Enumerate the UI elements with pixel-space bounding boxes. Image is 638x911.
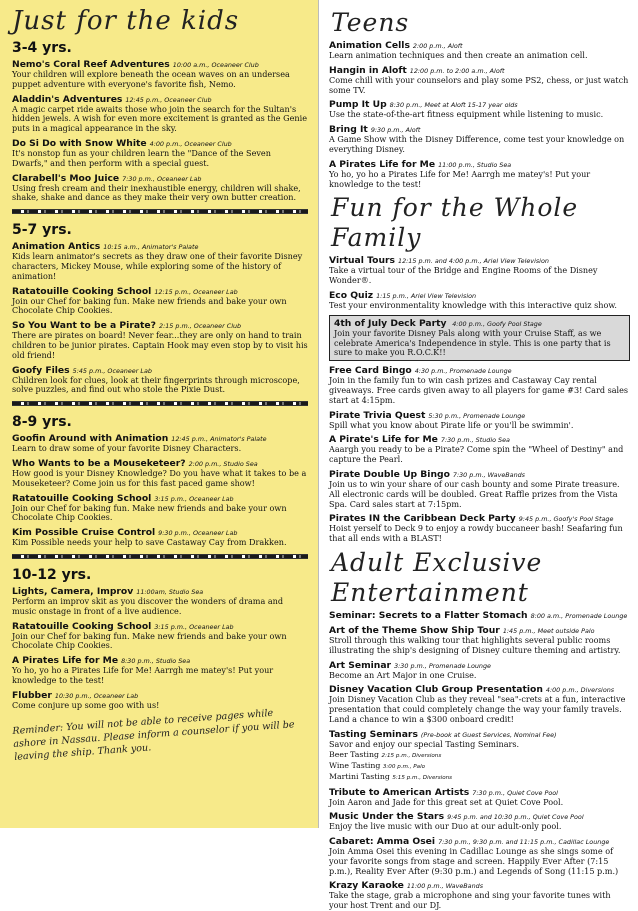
tasting-item xyxy=(329,761,630,772)
event-name: Animation Cells xyxy=(329,40,410,51)
kids-sections xyxy=(12,40,308,711)
deck-party-box xyxy=(329,315,630,361)
event-meta: 10:00 a.m., Oceaneer Club xyxy=(172,61,259,69)
event-desc: Spill what you know about Pirate life or you'll be swimmin'. xyxy=(329,419,574,430)
event-meta: 1:45 p.m., Meet outside Palo xyxy=(502,626,595,635)
family-events-more xyxy=(329,365,630,544)
event-name: Goofy Files xyxy=(12,364,70,376)
event-name: Hangin in Aloft xyxy=(329,64,407,76)
event-desc: Learn to draw some of your favorite Disney Characters. xyxy=(12,443,242,454)
event-desc: Join our Chef for baking fun. Make new friends and bake your own Chocolate Chip Cookies. xyxy=(12,630,287,651)
event-desc: A Game Show with the Disney Difference, come test your knowledge on everything Disney. xyxy=(329,134,625,154)
event-heading xyxy=(329,660,630,671)
event-item xyxy=(329,434,630,465)
event-name: Free Card Bingo xyxy=(329,365,412,377)
event-item xyxy=(12,493,308,524)
event-heading xyxy=(329,410,630,421)
event-item xyxy=(12,241,308,281)
event-meta: 8:30 p.m., Studio Sea xyxy=(121,657,191,666)
event-item xyxy=(329,255,630,286)
event-meta: 11:00am, Studio Sea xyxy=(136,587,204,596)
event-meta: 9:45 p.m., Goofy's Pool Stage xyxy=(518,515,614,524)
tasting-name: Beer Tasting xyxy=(329,749,380,759)
event-item xyxy=(329,469,630,509)
event-desc: How good is your Disney Knowledge? Do you have what it takes to be a Mouseketeer? Come join us for this fast paced game show! xyxy=(12,467,307,488)
event-name: Krazy Karaoke xyxy=(329,880,404,892)
event-desc: Become an Art Major in one Cruise. xyxy=(329,669,477,680)
event-item xyxy=(329,787,630,808)
tasting-name: Martini Tasting xyxy=(329,771,390,781)
event-heading xyxy=(12,621,308,632)
event-item xyxy=(329,65,630,96)
event-meta: 2:00 p.m., Aloft xyxy=(412,42,463,50)
event-item xyxy=(12,621,308,652)
event-name: Eco Quiz xyxy=(329,289,374,301)
event-desc: Children look for clues, look at their fingerprints through microscope, solve puzzles, and find out who stole the Pixie Dust. xyxy=(12,374,300,395)
event-desc: Learn animation techniques and then create an animation cell. xyxy=(329,50,588,60)
teens-events xyxy=(329,40,630,189)
event-meta: 7:30 p.m., Quiet Cove Pool xyxy=(472,788,558,797)
event-meta: 3:15 p.m., Oceaneer Lab xyxy=(154,494,234,503)
event-desc: Join Aaron and Jade for this great set at Quiet Cove Pool. xyxy=(329,796,564,807)
event-heading xyxy=(12,94,308,105)
event-meta: 11:00 p.m., WaveBands xyxy=(406,882,484,891)
event-meta: 10:30 p.m., Oceaneer Lab xyxy=(54,691,139,700)
event-meta: 1:15 p.m., Ariel View Television xyxy=(376,291,477,300)
event-desc: Join Disney Vacation Club as they reveal "sea"-crets at a fun, interactive presentation that could completely change the way your family travels. Land a chance to win a $300 onboard credit! xyxy=(329,694,626,724)
event-desc: Join us to win your share of our cash bounty and some Pirate treasure. All electronic cards will be doubled. Great Raffle prizes from the Vista Spa. Card sales start at 7:15pm. xyxy=(329,478,620,509)
event-item xyxy=(12,655,308,686)
adult-title: Adult Exclusive Entertainment xyxy=(331,547,543,607)
event-name: Aladdin's Adventures xyxy=(12,93,123,105)
tasting-meta: 2:15 p.m., Diversions xyxy=(381,752,442,759)
event-meta: 4:00 p.m., Diversions xyxy=(545,686,615,695)
event-meta: 12:45 p.m., Animator's Palate xyxy=(171,435,267,444)
event-name: Virtual Tours xyxy=(329,255,396,267)
event-meta: 4:00 p.m., Oceaneer Club xyxy=(149,139,232,148)
event-desc: Enjoy the live music with our Duo at our adult-only pool. xyxy=(329,821,562,832)
event-name: Tribute to American Artists xyxy=(329,786,470,798)
event-name: Tasting Seminars xyxy=(329,728,418,740)
event-item xyxy=(329,684,630,724)
event-name: Pump It Up xyxy=(329,99,387,111)
event-heading xyxy=(12,493,308,504)
section-divider xyxy=(12,554,308,559)
event-desc: Join your favorite Disney Pals along with your Cruise Staff, as we celebrate America's Independence in style. This is one party that is sure to make you R.O.C.K!! xyxy=(334,327,611,358)
age-heading: 10-12 yrs. xyxy=(12,566,92,583)
event-desc: Stroll through this walking tour that highlights several public rooms illustrating the ship's designing of Disney culture theming and artistry. xyxy=(329,634,621,655)
event-item xyxy=(329,625,630,656)
event-desc: Kim Possible needs your help to save Castaway Cay from Drakken. xyxy=(12,537,287,548)
event-name: 4th of July Deck Party xyxy=(334,317,447,329)
family-title: Fun for the Whole Family xyxy=(331,193,579,253)
event-name: So You Want to be a Pirate? xyxy=(12,320,156,332)
event-item xyxy=(12,286,308,317)
event-name: Disney Vacation Club Group Presentation xyxy=(329,684,543,696)
event-meta: 11:00 p.m., Studio Sea xyxy=(438,160,512,169)
tasting-meta: 5:15 p.m., Diversions xyxy=(392,774,453,781)
event-name: Pirate Double Up Bingo xyxy=(329,468,450,480)
event-desc: Join in the family fun to win cash prizes and Castaway Cay rental giveaways. Free cards given away to all players for game #3! Card sales start at 4:15pm. xyxy=(329,375,629,405)
event-meta: 9:45 p.m. and 10:30 p.m., Quiet Cove Pool xyxy=(447,813,584,822)
event-item xyxy=(12,320,308,360)
event-item xyxy=(329,124,630,155)
event-desc: Take a virtual tour of the Bridge and Engine Rooms of the Disney Wonder®. xyxy=(329,265,598,286)
event-item xyxy=(329,365,630,405)
event-item xyxy=(329,836,630,876)
event-meta: 8:30 p.m., Meet at Aloft 15-17 year olds xyxy=(389,101,518,110)
event-item xyxy=(329,811,630,832)
event-item xyxy=(12,59,308,90)
event-name: Do Si Do with Snow White xyxy=(12,137,147,149)
event-desc: Come chill with your counselors and play some PS2, chess, or just watch some TV. xyxy=(329,74,629,95)
event-name: Pirate Trivia Quest xyxy=(329,409,426,421)
event-desc: A magic carpet ride awaits those who join the search for the Sultan's hidden jewels. A wish for even more excitement is granted as the Genie puts in a magical appearance in the sky. xyxy=(12,103,307,134)
event-item xyxy=(12,527,308,548)
family-events xyxy=(329,255,630,310)
age-heading: 8-9 yrs. xyxy=(12,414,72,431)
event-meta: 2:15 p.m., Oceaneer Club xyxy=(159,322,242,331)
event-name: Pirates IN the Caribbean Deck Party xyxy=(329,513,516,525)
event-meta: 9:30 p.m., Aloft xyxy=(370,126,421,135)
event-name: Art of the Theme Show Ship Tour xyxy=(329,624,500,636)
right-column xyxy=(318,0,638,911)
event-meta: 7:30 p.m., Oceaneer Lab xyxy=(122,174,202,183)
event-meta: 12:45 p.m., Oceaneer Club xyxy=(125,95,212,104)
event-heading xyxy=(12,365,308,376)
event-meta: 4:00 p.m., Goofy Pool Stage xyxy=(452,319,542,328)
event-item xyxy=(329,159,630,190)
event-desc: Join our Chef for baking fun. Make new friends and bake your own Chocolate Chip Cookies. xyxy=(12,295,287,316)
event-item xyxy=(329,513,630,544)
event-desc: Yo ho, yo ho a Pirates Life for Me! Aarrgh me matey's! Put your knowledge to the test! xyxy=(12,665,274,685)
event-desc: Your children will explore beneath the ocean waves on an undersea puppet adventure with everyone's favorite fish, Nemo. xyxy=(12,69,290,89)
event-item xyxy=(329,410,630,431)
event-item xyxy=(12,458,308,489)
event-desc: Yo ho, yo ho a Pirates Life for Me! Aarrgh me matey's! Put your knowledge to the test! xyxy=(329,168,591,189)
event-meta: 8:00 a.m., Promenade Lounge xyxy=(530,611,628,620)
event-desc: Savor and enjoy our special Tasting Seminars. xyxy=(329,738,520,749)
event-item xyxy=(329,99,630,120)
event-desc: Join Amma Osei this evening in Cadillac Lounge as she sings some of your favorite songs from stage and screen. Happily Ever After (7:15 p.m.), Reality Ever After (9:30 p.m.) and Legends of Song (11:15 p.m.) xyxy=(329,846,619,876)
event-item xyxy=(329,610,630,621)
event-desc: Use the state-of-the-art fitness equipment while listening to music. xyxy=(329,109,604,120)
event-heading xyxy=(12,286,308,297)
event-name: Art Seminar xyxy=(329,659,392,671)
event-item xyxy=(329,290,630,311)
event-item xyxy=(12,138,308,169)
event-meta: (Pre-book at Guest Services, Nominal Fee) xyxy=(420,730,557,739)
event-desc: It's nonstop fun as your children learn the "Dance of the Seven Dwarfs," and then perform with a special guest. xyxy=(12,147,271,168)
event-meta: 3:15 p.m., Oceaneer Lab xyxy=(154,622,234,631)
event-item xyxy=(329,40,630,61)
event-meta: 3:30 p.m., Promenade Lounge xyxy=(394,661,491,670)
event-desc: There are pirates on board! Never fear...they are only on hand to train children to be junior pirates. Captain Hook may even stop by to visit his old friend! xyxy=(12,330,308,360)
event-item xyxy=(329,729,630,783)
tasting-meta: 3:00 p.m., Palo xyxy=(382,763,426,770)
event-name: Cabaret: Amma Osei xyxy=(329,836,436,848)
tasting-name: Wine Tasting xyxy=(329,760,381,770)
event-meta: 7:30 p.m., Studio Sea xyxy=(440,436,510,445)
event-name: Ratatouille Cooking School xyxy=(12,492,152,504)
section-divider xyxy=(12,401,308,406)
event-item xyxy=(12,173,308,204)
tasting-item xyxy=(329,772,630,783)
event-heading xyxy=(329,610,630,621)
event-desc: Join our Chef for baking fun. Make new friends and bake your own Chocolate Chip Cookies. xyxy=(12,502,287,523)
event-heading xyxy=(12,173,308,184)
section-divider xyxy=(12,209,308,214)
event-name: Bring It xyxy=(329,124,368,136)
event-name: Ratatouille Cooking School xyxy=(12,285,152,297)
reminder-note: Reminder: You will not be able to receive pages while ashore in Nassau. Please inform a counselor if you will be leaving the ship. Thank you. xyxy=(12,707,295,763)
event-desc: Hoist yerself to Deck 9 to enjoy a rowdy buccaneer bash! Seafaring fun that all ends with a BLAST! xyxy=(329,523,623,544)
event-name: Flubber xyxy=(12,689,52,701)
event-item xyxy=(329,660,630,681)
event-desc: Test your environmentality knowledge with this interactive quiz show. xyxy=(329,299,617,310)
event-meta: 7:30 p.m., 9:30 p.m. and 11:15 p.m., Cadillac Lounge xyxy=(438,838,610,847)
event-desc: Using fresh cream and their inexhaustible energy, children will shake, shake, shake and dance as they make their very own butter creation. xyxy=(12,182,301,203)
event-item xyxy=(12,365,308,396)
event-name: Music Under the Stars xyxy=(329,811,445,823)
tasting-item xyxy=(329,750,630,761)
event-desc: Come conjure up some goo with us! xyxy=(12,699,160,710)
event-name: A Pirates Life for Me xyxy=(329,158,436,170)
event-name: Lights, Camera, Improv xyxy=(12,585,134,597)
kids-title: Just for the kids xyxy=(12,6,240,36)
event-name: Goofin Around with Animation xyxy=(12,433,169,445)
event-item xyxy=(329,880,630,911)
event-item xyxy=(12,94,308,134)
event-meta: 12:15 p.m. and 4:00 p.m., Ariel View Television xyxy=(398,257,549,266)
age-heading: 3-4 yrs. xyxy=(12,40,72,56)
adult-events xyxy=(329,610,630,911)
event-item xyxy=(12,433,308,454)
event-meta: 5:45 p.m., Oceaneer Lab xyxy=(72,366,152,375)
event-desc: Perform an improv skit as you discover the wonders of drama and music onstage in front of a live audience. xyxy=(12,595,284,616)
event-desc: Aaargh you ready to be a Pirate? Come spin the "Wheel of Destiny" and capture the Pearl. xyxy=(329,444,624,465)
event-meta: 4:30 p.m., Promenade Lounge xyxy=(414,367,512,376)
event-meta: 7:30 p.m., WaveBands xyxy=(452,470,526,479)
event-name: Clarabell's Moo Juice xyxy=(12,172,120,184)
age-heading: 5-7 yrs. xyxy=(12,222,72,239)
event-name: Animation Antics xyxy=(12,241,101,253)
event-name: Nemo's Coral Reef Adventures xyxy=(12,59,170,70)
event-desc: Take the stage, grab a microphone and sing your favorite tunes with your host Trent and our DJ. xyxy=(329,890,611,911)
event-name: A Pirate's Life for Me xyxy=(329,434,438,446)
event-meta: 12:15 p.m., Oceaneer Lab xyxy=(154,287,238,296)
event-name: Kim Possible Cruise Control xyxy=(12,527,156,539)
event-item xyxy=(12,586,308,617)
event-meta: 9:30 p.m., Oceaneer Lab xyxy=(158,529,238,538)
event-desc: Kids learn animator's secrets as they draw one of their favorite Disney characters, Mickey Mouse, while exploring some of the history of animation! xyxy=(12,251,303,281)
event-name: Seminar: Secrets to a Flatter Stomach xyxy=(329,609,528,621)
event-meta: 2:00 p.m., Studio Sea xyxy=(188,459,258,468)
event-name: A Pirates Life for Me xyxy=(12,655,119,667)
teens-title: Teens xyxy=(331,8,410,37)
event-name: Who Wants to be a Mouseketeer? xyxy=(12,457,186,469)
kids-column xyxy=(0,0,318,828)
event-name: Ratatouille Cooking School xyxy=(12,620,152,632)
event-meta: 12:00 p.m. to 2:00 a.m., Aloft xyxy=(409,66,505,75)
event-meta: 10:15 a.m., Animator's Palate xyxy=(103,243,199,252)
event-heading xyxy=(329,787,630,798)
event-meta: 5:30 p.m., Promenade Lounge xyxy=(428,411,526,420)
